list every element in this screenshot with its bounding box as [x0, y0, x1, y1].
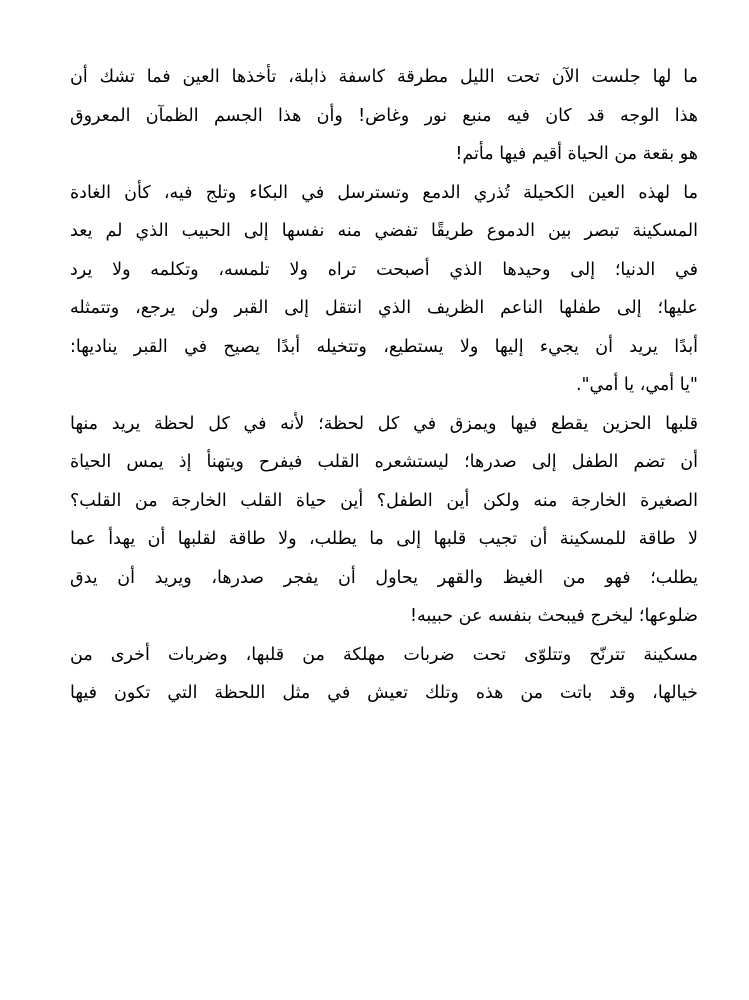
text-line: هذا الوجه قد كان فيه منبع نور وغاض! وأن هذا الجسم الظمآن المعروق [70, 105, 698, 126]
paragraph-5 [70, 636, 698, 713]
text-line: لا طاقة للمسكينة أن تجيب قلبها إلى ما يطلب، ولا طاقة لقلبها أن يهدأ عما [70, 529, 698, 549]
text-line: خيالها، وقد باتت من هذه وتلك تعيش في مثل اللحظة التي تكون فيها [70, 683, 698, 703]
text-line: ضلوعها؛ ليخرج فيبحث بنفسه عن حبيبه! [410, 606, 698, 626]
text-line: أبدًا يريد أن يجيء إليها ولا يستطيع، وتتخيله أبدًا يصيح في القبر يناديها: [70, 336, 698, 357]
text-line: في الدنيا؛ إلى وحيدها الذي أصبحت تراه ولا تلمسه، وتكلمه ولا يرد [70, 259, 698, 280]
body-text [70, 58, 698, 713]
text-line: عليها؛ إلى طفلها الناعم الظريف الذي انتقل إلى القبر ولن يرجع، وتتمثله [70, 298, 698, 318]
text-line: يطلب؛ فهو من الغيظ والقهر يحاول أن يفجر صدرها، ويريد أن يدق [70, 567, 698, 588]
text-line: "يا أمي، يا أمي". [575, 375, 698, 395]
text-line: هو بقعة من الحياة أقيم فيها مأتم! [455, 144, 698, 164]
text-line: الصغيرة الخارجة منه ولكن أين الطفل؟ أين حياة القلب الخارجة من القلب؟ [70, 490, 698, 511]
paragraph-3 [70, 405, 698, 521]
text-line: أن تضم الطفل إلى صدرها؛ ليستشعره القلب فيفرح ويتهنأ إذ يمس الحياة [70, 452, 698, 472]
paragraph-1 [70, 58, 698, 174]
text-line: المسكينة تبصر بين الدموع طريقًا تفضي منه نفسها إلى الحبيب الذي لم يعد [70, 221, 698, 241]
text-line: ما لهذه العين الكحيلة تُذري الدمع وتسترسل في البكاء وتلج فيه، كأن الغادة [70, 182, 698, 203]
paragraph-4 [70, 520, 698, 636]
paragraph-2 [70, 174, 698, 405]
text-line: مسكينة تترنّح وتتلوّى تحت ضربات مهلكة من قلبها، وضربات أخرى من [70, 644, 698, 665]
text-line: قلبها الحزين يقطع فيها ويمزق في كل لحظة؛ لأنه في كل لحظة يريد منها [70, 413, 698, 434]
text-line: ما لها جلست الآن تحت الليل مطرقة كاسفة ذابلة، تأخذها العين فما تشك أن [70, 67, 698, 87]
